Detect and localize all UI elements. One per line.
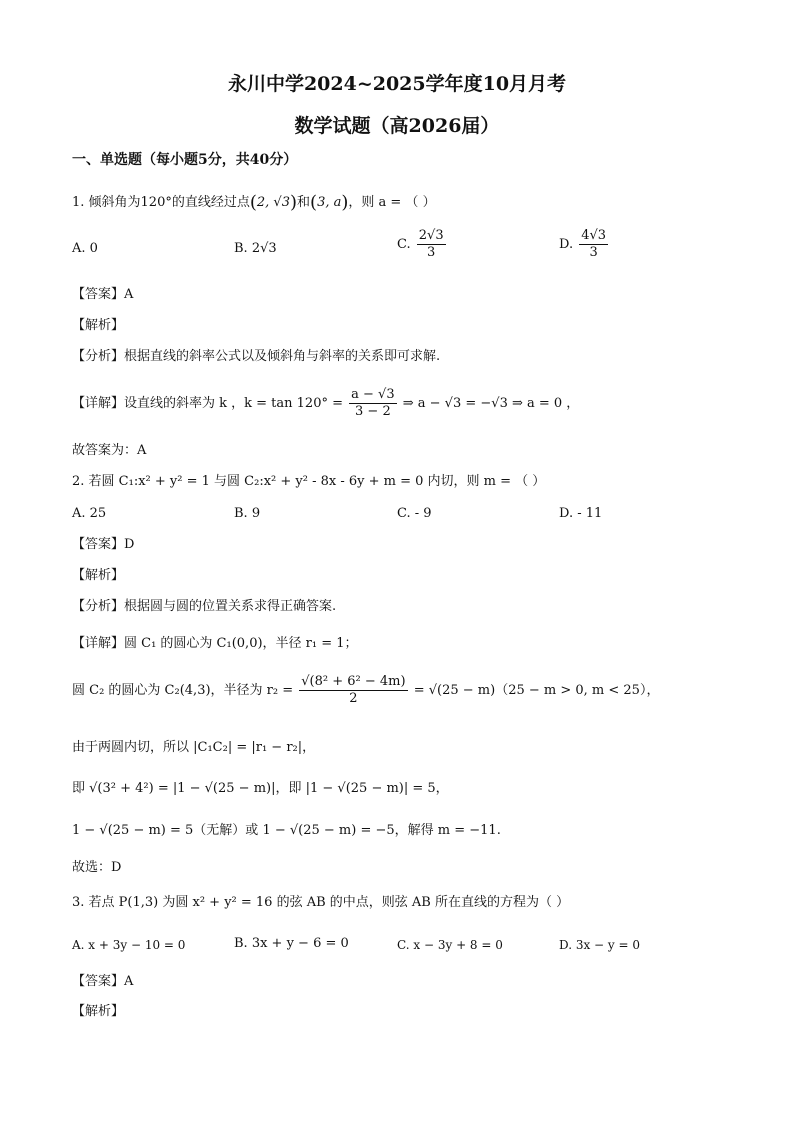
q2-option-d: D. - 11 — [559, 506, 603, 521]
q1-stem-post: ，则 a = （ ） — [348, 195, 436, 210]
q3-answer: 【答案】A — [72, 974, 134, 989]
section-heading: 一、单选题（每小题5分，共40分） — [72, 152, 298, 168]
q1-detail — [72, 387, 579, 420]
q1-jiexi: 【解析】 — [72, 318, 125, 333]
q2-detail-1: 【详解】圆 C₁ 的圆心为 C₁(0,0)，半径 r₁ = 1； — [72, 636, 358, 651]
q2-option-b: B. 9 — [234, 506, 261, 521]
q2-option-a: A. 25 — [72, 506, 107, 521]
q3-jiexi: 【解析】 — [72, 1004, 125, 1019]
q1-option-d-den: 3 — [589, 245, 598, 260]
q2-detail-2-den: 2 — [349, 691, 358, 706]
q1-point-a: 2, √3 — [256, 195, 290, 210]
q2-detail-4: 即 √(3² + 4²) = |1 − √(25 − m)|，即 |1 − √(25 − m)| = 5， — [72, 781, 449, 796]
q1-and: 和 — [297, 195, 311, 210]
q2-detail-2-pre: 圆 C₂ 的圆心为 C₂(4,3)，半径为 r₂ = — [72, 683, 294, 698]
q1-detail-den: 3 − 2 — [355, 404, 391, 419]
q2-jiexi: 【解析】 — [72, 568, 125, 583]
q3-stem: 3. 若点 P(1,3) 为圆 x² + y² = 16 的弦 AB 的中点，则弦 AB 所在直线的方程为（ ） — [72, 895, 570, 910]
q1-analysis: 【分析】根据直线的斜率公式以及倾斜角与斜率的关系即可求解. — [72, 349, 441, 364]
q2-analysis: 【分析】根据圆与圆的位置关系求得正确答案. — [72, 599, 337, 614]
q1-option-d-num: 4√3 — [581, 228, 607, 243]
q1-detail-post: ⇒ a − √3 = −√3 ⇒ a = 0 ， — [402, 396, 580, 411]
q1-detail-pre: 【详解】设直线的斜率为 k ，k = tan 120° = — [72, 396, 343, 411]
q1-option-c-den: 3 — [427, 245, 436, 260]
q1-option-a: A. 0 — [72, 241, 98, 256]
q2-detail-2 — [72, 674, 659, 707]
q1-detail-num: a − √3 — [351, 387, 395, 402]
q1-option-d-label: D. — [559, 237, 574, 252]
q1-option-c-label: C. — [397, 237, 411, 252]
q3-option-d: D. 3x − y = 0 — [559, 938, 641, 952]
q2-conclusion: 故选：D — [72, 860, 122, 875]
q1-option-c-num: 2√3 — [418, 228, 444, 243]
document-subtitle: 数学试题（高2026届） — [294, 115, 500, 137]
q2-answer: 【答案】D — [72, 537, 135, 552]
document-title: 永川中学2024~2025学年度10月月考 — [227, 73, 567, 95]
q2-detail-3: 由于两圆内切，所以 |C₁C₂| = |r₁ − r₂|， — [72, 740, 316, 755]
q3-option-b: B. 3x + y − 6 = 0 — [234, 936, 349, 951]
q2-detail-5: 1 − √(25 − m) = 5（无解）或 1 − √(25 − m) = −5，解得 m = −11. — [72, 823, 501, 838]
q2-detail-2-post: = √(25 − m)（25 − m > 0, m < 25）， — [413, 683, 660, 698]
q1-conclusion: 故答案为：A — [72, 443, 147, 458]
q1-answer: 【答案】A — [72, 287, 134, 302]
q1-stem-pre: 1. 倾斜角为120°的直线经过点 — [72, 195, 250, 210]
q3-option-a: A. x + 3y − 10 = 0 — [72, 938, 186, 952]
q1-stem: 1. 倾斜角为120°的直线经过点(2, √3)和(3, a)，则 a = （ ） — [72, 192, 436, 213]
q2-option-c: C. - 9 — [397, 506, 432, 521]
q3-option-c: C. x − 3y + 8 = 0 — [397, 938, 503, 952]
q1-option-b: B. 2√3 — [234, 241, 277, 256]
q2-detail-2-num: √(8² + 6² − 4m) — [301, 674, 406, 689]
q1-option-d — [559, 228, 610, 261]
q1-option-c — [397, 228, 448, 261]
q2-stem: 2. 若圆 C₁:x² + y² = 1 与圆 C₂:x² + y² - 8x - 6y + m = 0 内切，则 m = （ ） — [72, 474, 546, 489]
q1-point-b: 3, a — [317, 195, 342, 210]
